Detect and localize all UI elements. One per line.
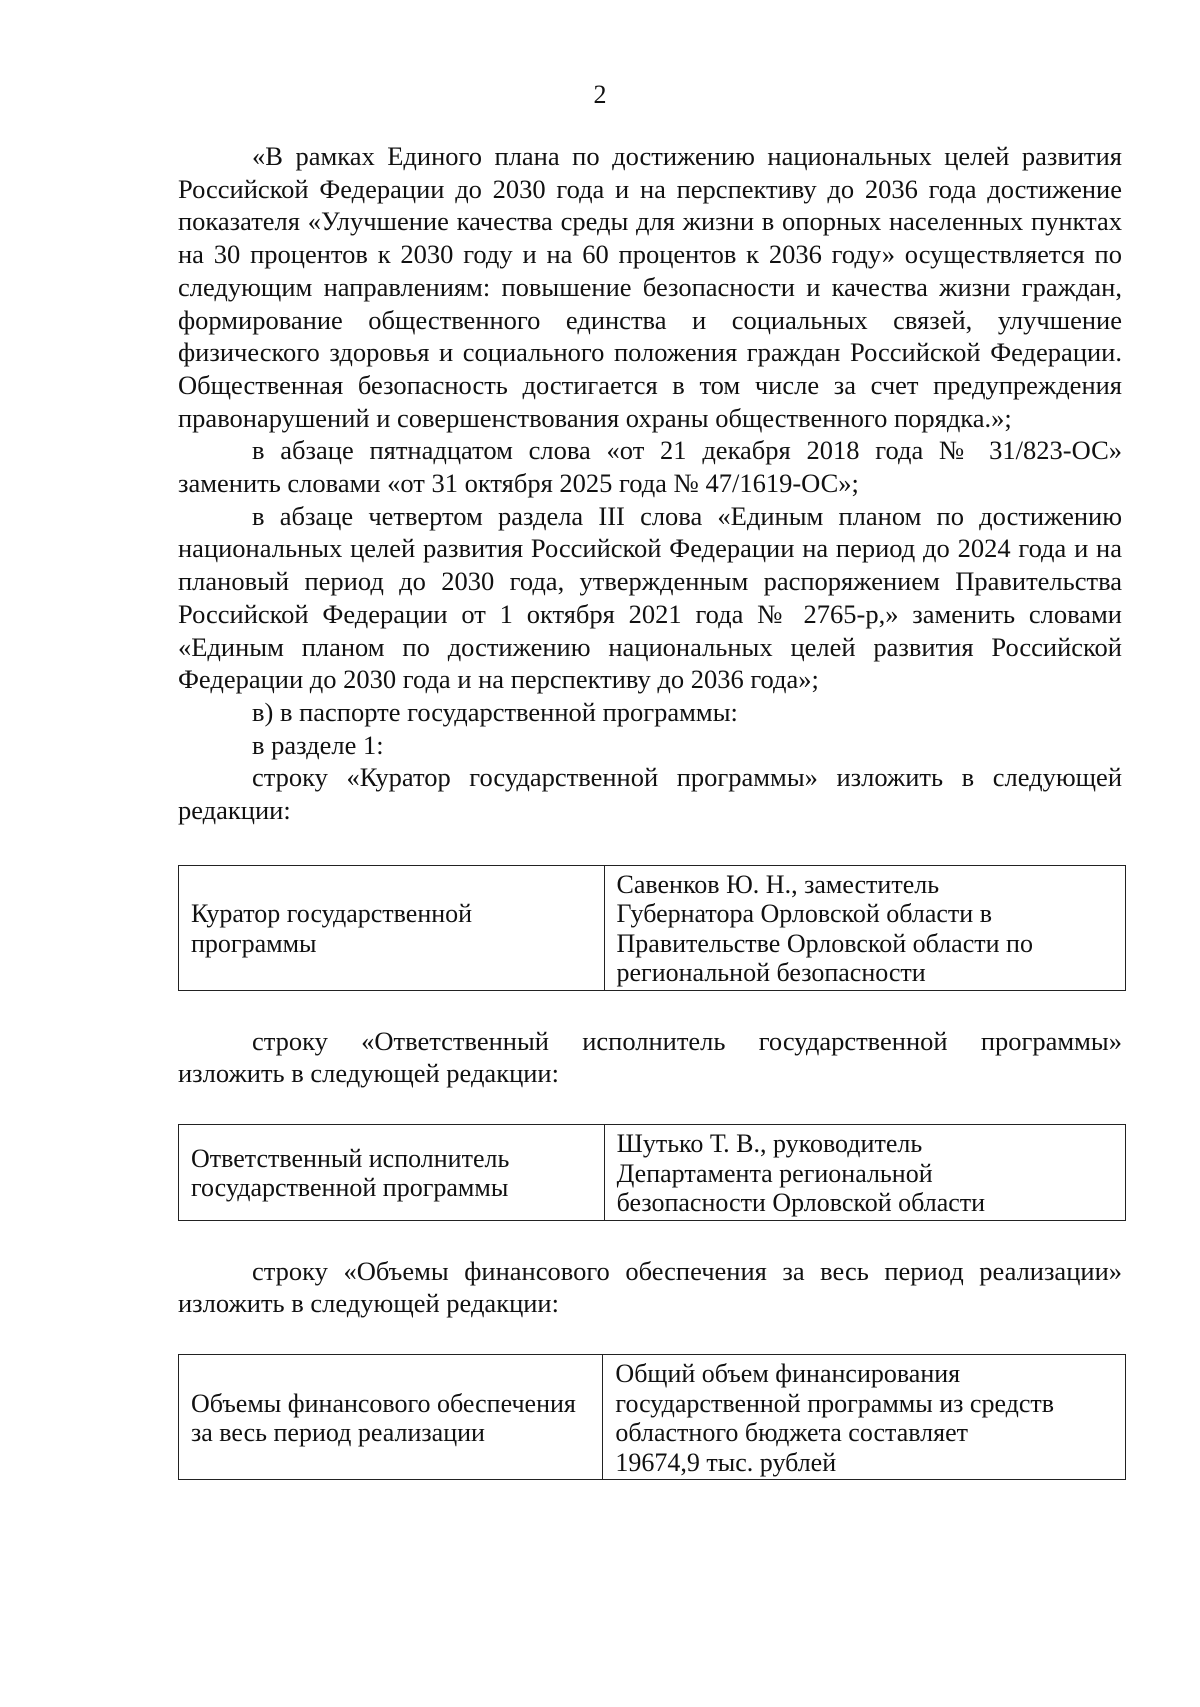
funding-label-cell: Объемы финансового обеспечения за весь период реализации [179,1355,603,1480]
cell-line: государственной программы из средств [615,1388,1055,1418]
curator-value-cell [604,865,1125,990]
table-row [179,1355,1126,1480]
curator-label-cell: Куратор государственной программы [179,865,605,990]
curator-table [178,865,1126,991]
paragraph-section-three: в абзаце четвертом раздела III слова «Единым планом по достижению национальных целей развития Российской Федерации на период до 2024 года и на плановый период до 2030 года, утвержденным распоряжением Правительства Российской Федерации от 1 октября 2021 года № 2765-р,» заменить словами «Единым планом по достижению национальных целей развития Российской Федерации до 2030 года и на перспективу до 2036 года»; [178,500,1122,695]
responsible-value-cell [604,1125,1125,1221]
paragraph-section-one: в разделе 1: [252,729,384,760]
page-number: 2 [593,80,607,109]
document-body [178,140,1122,1480]
cell-line: Савенков Ю. Н., заместитель [616,869,940,899]
paragraph-passport-heading: в) в паспорте государственной программы: [252,696,738,727]
paragraph-quote-national-goals: «В рамках Единого плана по достижению национальных целей развития Российской Федерации до 2030 года и на перспективу до 2036 года достижение показателя «Улучшение качества среды для жизни в опорных населенных пунктах на 30 процентов к 2030 году и на 60 процентов к 2036 году» осуществляется по следующим направлениям: повышение безопасности и качества жизни граждан, формирование общественного единства и социальных связей, улучшение физического здоровья и социального положения граждан Российской Федерации. Общественная безопасность достигается в том числе за счет предупреждения правонарушений и совершенствования охраны общественного порядка.»; [178,141,1122,433]
cell-line: 19674,9 тыс. рублей [615,1447,837,1477]
paragraph-responsible-instruction: строку «Ответственный исполнитель государственной программы» изложить в следующей редакции: [178,1025,1122,1089]
paragraph-curator-instruction: строку «Куратор государственной программы» изложить в следующей редакции: [178,762,1122,826]
responsible-table [178,1124,1126,1221]
cell-line: региональной безопасности [616,958,926,988]
funding-table [178,1354,1126,1480]
paragraph-funding-instruction: строку «Объемы финансового обеспечения за весь период реализации» изложить в следующей редакции: [178,1255,1122,1319]
table-row [179,865,1126,990]
cell-line: Шутько Т. В., руководитель [616,1129,923,1159]
responsible-label-cell: Ответственный исполнитель государственной программы [179,1125,605,1221]
cell-line: Правительстве Орловской области по [616,928,1033,958]
cell-line: Общий объем финансирования [615,1359,961,1389]
funding-value-cell [603,1355,1126,1480]
cell-line: безопасности Орловской области [616,1188,986,1218]
table-row [179,1125,1126,1221]
cell-line: Департамента региональной [616,1158,933,1188]
cell-line: областного бюджета составляет [615,1418,969,1448]
cell-line: Губернатора Орловской области в [616,899,992,929]
paragraph-fifteenth-abzats: в абзаце пятнадцатом слова «от 21 декабря 2018 года № 31/823-ОС» заменить словами «от 31 октября 2025 года № 47/1619-ОС»; [178,435,1122,499]
